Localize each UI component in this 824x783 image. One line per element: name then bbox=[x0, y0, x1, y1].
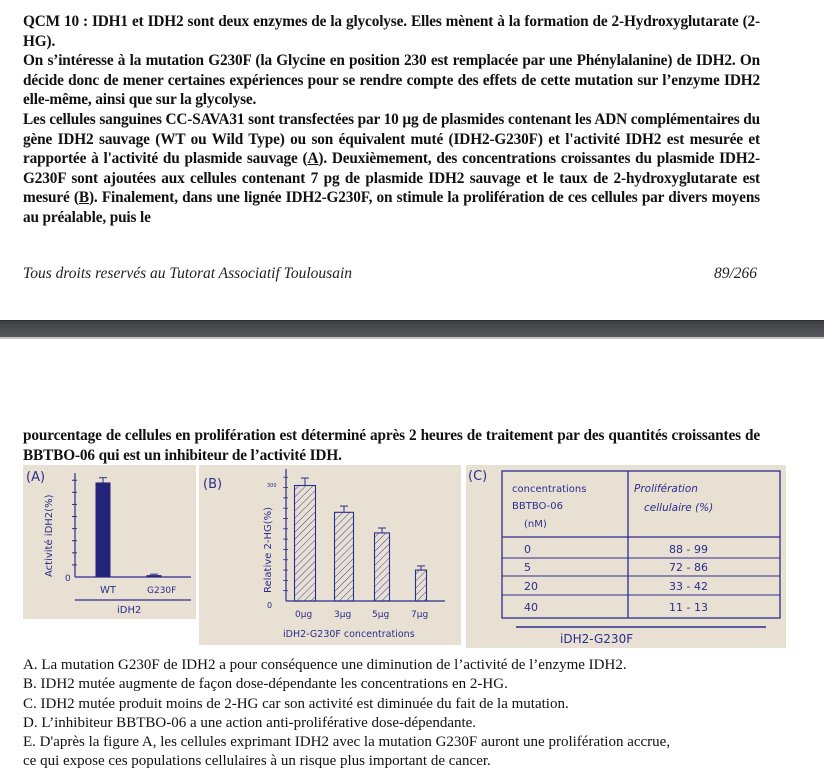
table-cell-proliferation: 72 - 86 bbox=[669, 561, 708, 574]
figure-b-bar bbox=[335, 512, 354, 601]
figure-a-bar bbox=[96, 482, 111, 577]
figure-b-xlabel: iDH2-G230F concentrations bbox=[283, 629, 415, 640]
figure-ref-b: B bbox=[78, 189, 89, 207]
figure-a-axes bbox=[72, 473, 191, 577]
intro-text-a: Les cellules sanguines CC-SAVA31 sont transfectées par 10 µg de plasmides contenant les ADN complémentaires du gène IDH2 sauvage (WT ou Wild Type) ou son équivalent muté (IDH2-G230F) et l'activité IDH2 est mesurée et rapportée à l'activité du plasmide sauvage ( bbox=[23, 110, 760, 168]
figure-b-bar bbox=[416, 570, 427, 601]
table-cell-proliferation: 33 - 42 bbox=[669, 580, 708, 593]
table-caption: iDH2-G230F bbox=[560, 632, 634, 646]
figure-ref-a: A bbox=[307, 150, 319, 168]
table-cell-concentration: 20 bbox=[524, 580, 538, 593]
figure-a-chart bbox=[23, 465, 196, 619]
figure-a bbox=[23, 465, 196, 619]
table-header-col1-line1 bbox=[512, 484, 586, 530]
figure-a-bar bbox=[147, 575, 162, 577]
figure-c-table bbox=[466, 465, 786, 648]
option-e[interactable]: E. D'après la figure A, les cellules exprimant IDH2 avec la mutation G230F auront une prolifération accrue, bbox=[23, 734, 671, 751]
page-footer bbox=[23, 265, 757, 283]
figure-b-chart bbox=[199, 465, 461, 645]
table-header-col2 bbox=[634, 483, 713, 514]
intro-paragraph-2 bbox=[23, 110, 760, 228]
figure-b bbox=[199, 465, 461, 645]
option-b[interactable]: B. IDH2 mutée augmente de façon dose-dépendante les concentrations en 2-HG. bbox=[23, 676, 508, 693]
figure-a-xtick-wt: WT bbox=[100, 585, 116, 596]
page-89 bbox=[0, 0, 824, 312]
figure-c-panel-label: (C) bbox=[468, 469, 488, 484]
table-header-col1-part: BBTBO-06 bbox=[512, 501, 563, 512]
option-c[interactable]: C. IDH2 mutée produit moins de 2-HG car son activité est diminuée du fait de la mutation. bbox=[23, 695, 569, 712]
table-cell-concentration: 5 bbox=[524, 561, 531, 574]
answer-options bbox=[23, 656, 783, 772]
figure-b-ytick-300: 300 bbox=[267, 483, 277, 489]
option-d[interactable]: D. L’inhibiteur BBTBO-06 a une action anti-proliférative dose-dépendante. bbox=[23, 714, 477, 731]
option-a[interactable]: A. La mutation G230F de IDH2 a pour conséquence une diminution de l’activité de l’enzyme IDH2. bbox=[23, 657, 627, 673]
option-e-continued: ce qui expose ces populations cellulaires à un risque plus important de cancer. bbox=[23, 753, 491, 770]
table-header-col2-part: cellulaire (%) bbox=[644, 502, 714, 514]
table-header-col1-part: (nM) bbox=[524, 519, 547, 530]
figure-b-bar bbox=[375, 533, 390, 601]
figure-b-bar bbox=[295, 486, 316, 602]
figure-a-xlabel: iDH2 bbox=[117, 605, 142, 616]
table-cell-proliferation: 88 - 99 bbox=[669, 543, 708, 556]
question-title: QCM 10 : IDH1 et IDH2 sont deux enzymes de la glycolyse. Elles mènent à la formation de 2-Hydroxyglutarate (2-HG). bbox=[23, 13, 760, 50]
figure-b-panel-label: (B) bbox=[203, 477, 223, 492]
figure-b-xtick: 7µg bbox=[411, 610, 429, 620]
table-cell-concentration: 0 bbox=[524, 543, 531, 556]
intro-paragraph-1: On s’intéresse à la mutation G230F (la Glycine en position 230 est remplacée par une Phénylalanine) de IDH2. On décide donc de mener certaines expériences pour se rendre compte des effets de cette mutation sur l’enzyme IDH2 elle-même, ainsi que sur la glycolyse. bbox=[23, 52, 760, 109]
figure-a-xtick-g230f: G230F bbox=[147, 586, 177, 596]
figure-b-bars bbox=[295, 478, 427, 601]
table-header-col2-part: Prolifération bbox=[634, 483, 698, 495]
table-rows bbox=[524, 543, 708, 614]
figure-a-bars bbox=[96, 478, 162, 577]
question-continuation: pourcentage de cellules en prolifération est déterminé après 2 heures de traitement par des quantités croissantes de BBTBO-06 qui est un inhibiteur de l’activité IDH. bbox=[23, 427, 760, 464]
table-header-col1-part: concentrations bbox=[512, 484, 587, 495]
figure-b-xtick: 0µg bbox=[295, 610, 313, 620]
page-number: 89/266 bbox=[713, 265, 757, 282]
footer-copyright: Tous droits reservés au Tutorat Associatif Toulousain bbox=[23, 265, 353, 282]
figure-b-ylabel: Relative 2-HG(%) bbox=[263, 506, 274, 593]
figure-b-xticks bbox=[295, 610, 428, 620]
figure-a-ylabel: Activité iDH2(%) bbox=[44, 494, 55, 577]
page-separator-shadow bbox=[0, 337, 824, 339]
figure-b-ytick-0: 0 bbox=[267, 601, 273, 610]
figure-b-xtick: 3µg bbox=[334, 610, 352, 620]
intro-text-b: ). Deuxièmement, des concentrations croissantes du plasmide IDH2-G230F sont ajoutées aux cellules contenant 7 pg de plasmide IDH2 sauvage et le taux de 2-hydroxyglutarate est mesuré ( bbox=[23, 150, 760, 207]
table-cell-concentration: 40 bbox=[524, 601, 538, 614]
figure-a-ytick-0: 0 bbox=[65, 574, 71, 584]
table-cell-proliferation: 11 - 13 bbox=[669, 601, 708, 614]
page-separator bbox=[0, 320, 824, 338]
figure-a-panel-label: (A) bbox=[26, 470, 46, 485]
figure-c bbox=[466, 465, 786, 648]
intro-text-c: ). Finalement, dans une lignée IDH2-G230F, on stimule la prolifération de ces cellules par divers moyens au préalable, puis le bbox=[23, 189, 760, 226]
question-text bbox=[23, 12, 760, 228]
figure-b-xtick: 5µg bbox=[372, 610, 390, 620]
